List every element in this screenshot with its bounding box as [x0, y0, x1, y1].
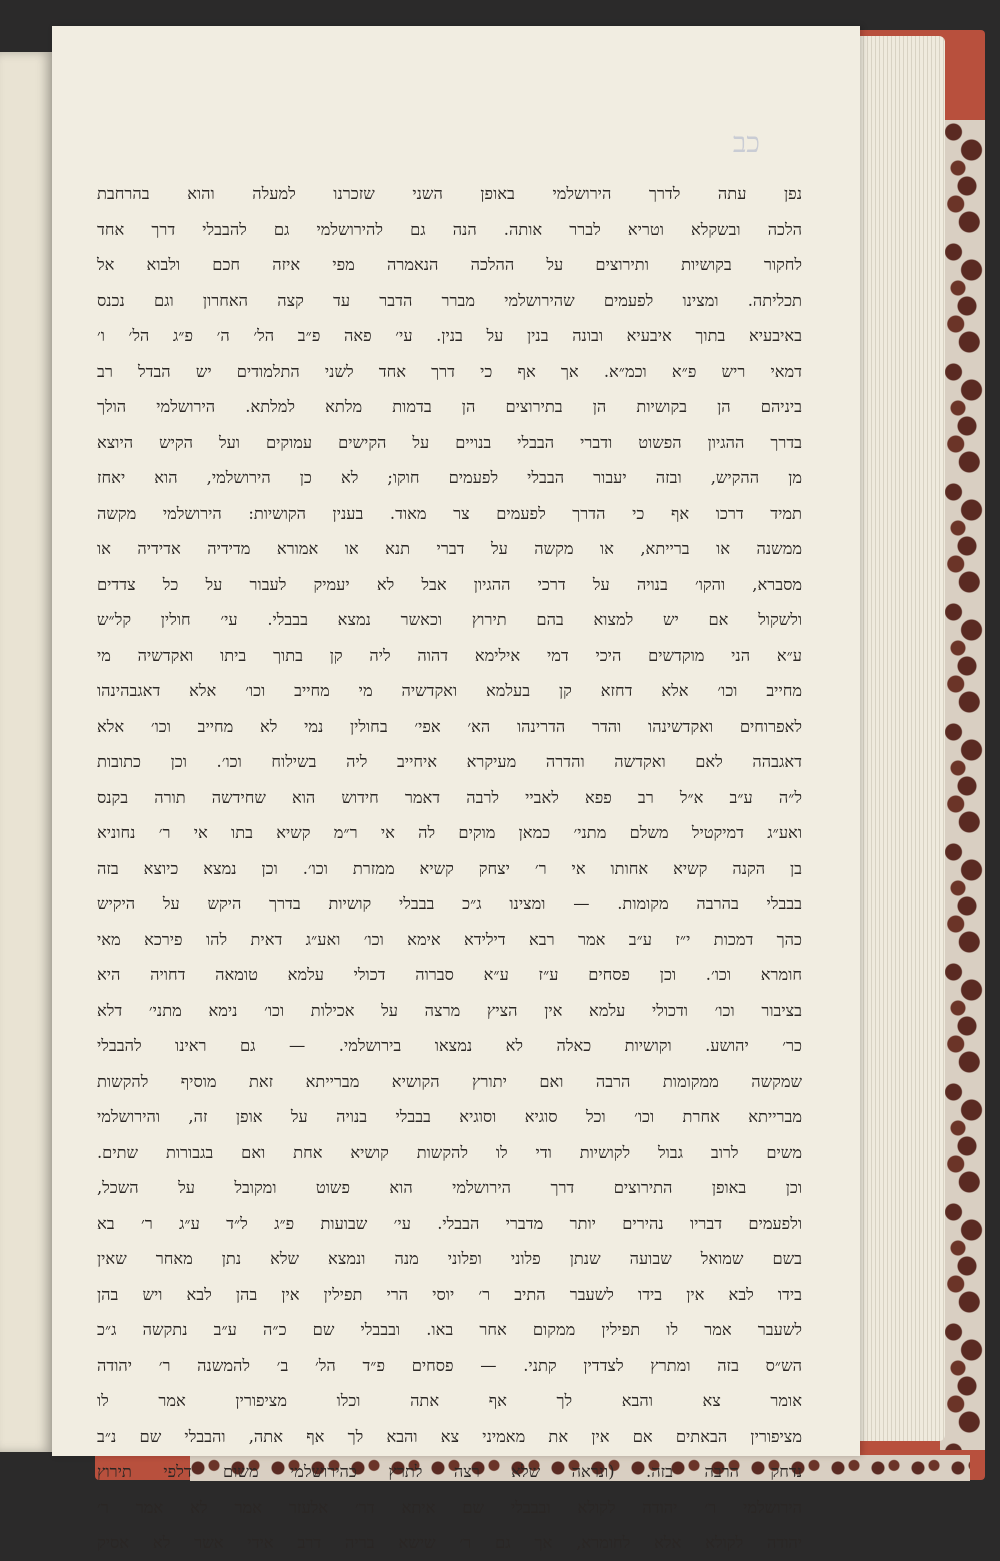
text-line: בשם שמואל שבועה שנתן פלוני ופלוני מנה ונמצא שלא נתן מאחר שאין	[97, 1249, 802, 1268]
text-line: בדרך ההגיון הפשוט ודברי הבבלי בנויים על הקישים עמוקים ועל הקיש היוצא	[97, 432, 802, 452]
text-line: דמאי ריש פ״א וכמ״א. אך אף כי דרך אחד לשני התלמודים יש הבדל רב	[97, 361, 802, 381]
text-line: לשעבר אמר לו תפילין ממקום אחר באו. ובבבלי שם כ״ה ע״ב נתקשה ג״כ	[97, 1320, 802, 1339]
text-line: נפן עתה לדרך הירושלמי באופן השני שזכרנו למעלה והוא בהרחבת	[97, 184, 802, 203]
text-line: בציבור וכו׳ ודכולי עלמא אין הציץ מרצה על אכילות וכו׳ נימא מתני׳ דלא	[97, 1000, 802, 1020]
text-line: מסברא, והקו׳ בנויה על דרכי ההגיון אבל לא יעמיק לעבור על כל צדדים	[97, 574, 802, 594]
text-line: הירושלמי ר׳ יהודה לקולא ובבבלי שם איתא דר׳ אלעזר אמר לא אמר ר׳	[97, 1497, 802, 1517]
text-line: ע״א הני מוקדשים היכי דמי אילימא דהוה ליה קן בתוך ביתו ואקדשיה מי	[97, 645, 802, 665]
text-line: בידו לבא אין בידו לשעבר התיב ר׳ יוסי הרי תפילין אין בהן לבא ויש בהן	[97, 1284, 802, 1304]
text-line: יהודה לקולא אלא לחומרא, אך גם ר׳ שישא בריה דרב אידי אשר לא אסיק	[97, 1533, 802, 1552]
facing-page-edge	[0, 52, 52, 1452]
text-line: תכליתה. ומצינו לפעמים שהירושלמי מברר הדבר עד קצה האחרון וגם נכנס	[97, 290, 802, 310]
text-line: בבבלי בהרבה מקומות. — ומצינו ג״כ בבבלי קושיות בדרך היקש על היקיש	[97, 894, 802, 913]
text-line: כהך דמכות י״ז ע״ב אמר רבא דילידא אימא וכו׳ ואע״ג דאית להו פירכא מאי	[97, 929, 802, 949]
text-line: ממשנה או ברייתא, או מקשה על דברי תנא או אמורא מדידיה אדידיה או	[97, 539, 802, 558]
text-line: ולפעמים דבריו נהירים יותר מדברי הבבלי. עי׳ שבועות פ״ג ל״ד ע״ג ר׳ בא	[97, 1213, 802, 1233]
text-line: הלכה ובשקלא וטריא לברר אותה. הנה גם להירושלמי גם להבבלי דרך אחד	[97, 219, 802, 239]
text-line: אומר צא והבא לך אף אתה וכלו מציפורין אמר לו	[97, 1391, 802, 1410]
text-line: מברייתא אחרת וכו׳ וכל סוגיא וסוגיא בבבלי בנויה על אופן זה, והירושלמי	[97, 1107, 802, 1126]
text-line: וכן באופן התירוצים דרך הירושלמי הוא פשוט ומקובל על השכל,	[97, 1178, 802, 1197]
text-line: שמקשה ממקומות הרבה ואם יתורץ הקושיא מברייתא זאת מוסיף להקשות	[97, 1071, 802, 1091]
book-page	[52, 26, 860, 1552]
text-line: בן הקנה קשיא אחותו אי ר׳ יצחק קשיא ממזרת וכו׳. וכן נמצא כיוצא בזה	[97, 858, 802, 878]
text-line: כר׳ יהושע. וקושיות כאלה לא נמצאו בירושלמי. — גם ראינו להבבלי	[97, 1036, 802, 1055]
text-line: הש״ס בזה ומתרץ לצדדין קתני. — פסחים פ״ד הל׳ ב׳ להמשנה ר׳ יהודה	[97, 1355, 802, 1375]
text-line: לאפרוחים ואקדשינהו והדר הדרינהו הא׳ אפי׳ בחולין נמי לא מחייב וכו׳ אלא	[97, 716, 802, 736]
marbled-edge	[940, 120, 985, 1450]
page-number: כב	[732, 126, 760, 159]
text-line: ולשקול אם יש למצוא בהם תירוץ וכאשר נמצא בבבלי. עי׳ חולין קל״ש	[97, 610, 802, 629]
text-line: חומרא וכו׳. וכן פסחים ע״ז ע״א סברוה דכולי עלמא טומאה דחויה היא	[97, 965, 802, 984]
text-line: משים לרוב גבול לקושיות ודי לו להקשות קושיא אחת ואם בגבורות שתים.	[97, 1142, 802, 1162]
text-line: ביניהם הן בקושיות הן בתירוצים הן בדמות מלתא למלתא. הירושלמי הולך	[97, 397, 802, 416]
text-line: ל״ה ע״ב א״ל רב פפא לאביי לרבה דאמר חידוש הוא שחידשה תורה בקנס	[97, 787, 802, 807]
text-line: לחקור בקושיות ותירוצים על ההלכה הנאמרה מפי איזה חכם ולבוא אל	[97, 255, 802, 274]
text-line: באיבעיא בתוך איבעיא ובונה בנין על בנין. עי׳ פאה פ״ב הל׳ ה׳ פ״ג הל׳ ו׳	[97, 326, 802, 345]
text-line: ואע״ג דמיקטיל משלם מתני׳ כמאן מוקים לה אי ר״מ קשיא בתו אי ר׳ נחוניא	[97, 823, 802, 842]
text-line: נדחק הרבה בזה. (ונראה שלא רצה לתרץ כהירושלמי משום דלפי תירוץ	[97, 1462, 802, 1481]
text-line: דאגבהה לאם ואקדשה והדרה מעיקרא איחייב ליה בשילוח וכו׳. וכן כתובות	[97, 752, 802, 771]
body-text	[97, 176, 802, 1561]
text-line: מחייב וכו׳ אלא דחזא קן בעלמא ואקדשיה מי מחייב וכו׳ אלא דאגבהינהו	[97, 681, 802, 700]
text-line: תמיד דרכו אף כי הדרך לפעמים צר מאוד. בענין הקושיות: הירושלמי מקשה	[97, 503, 802, 523]
text-line: מציפורין הבאתים אם אין את מאמיני צא והבא לך אף אתה, והבבלי שם נ״ב	[97, 1426, 802, 1446]
text-line: מן ההקיש, ובזה יעבור הבבלי לפעמים חוקו; לא כן הירושלמי, הוא יאחז	[97, 468, 802, 487]
